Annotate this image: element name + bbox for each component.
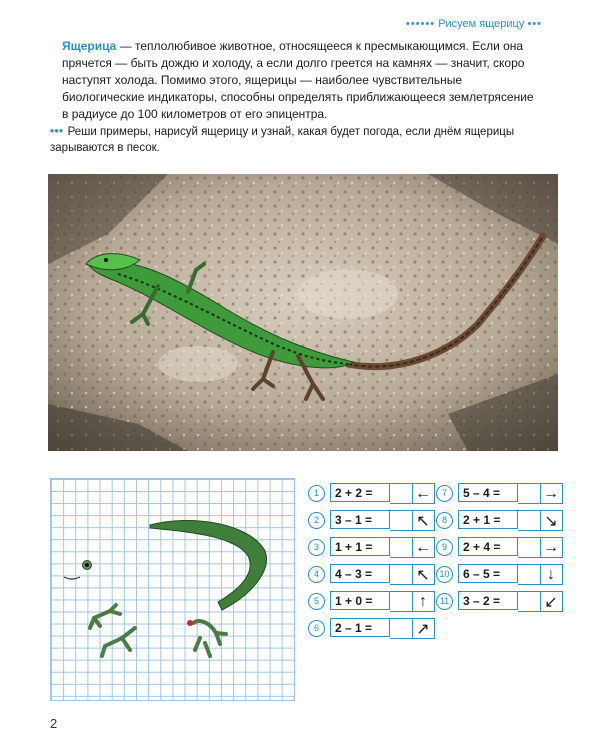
lizard-photo	[48, 174, 558, 451]
section-header	[406, 18, 542, 30]
answer-box[interactable]	[390, 537, 413, 558]
exercise-expression: 3 – 1 =	[330, 510, 390, 529]
direction-arrow-icon: →	[540, 483, 563, 504]
direction-arrow-icon: ↙	[540, 591, 563, 612]
answer-box[interactable]	[390, 483, 413, 504]
exercise-expression: 1 + 1 =	[330, 537, 390, 556]
answer-box[interactable]	[390, 618, 413, 639]
direction-arrow-icon: ↗	[412, 618, 435, 639]
exercise-number: 8	[436, 512, 453, 529]
answer-box[interactable]	[390, 564, 413, 585]
lizard-mouth-piece	[64, 577, 80, 579]
answer-box[interactable]	[518, 510, 541, 531]
header-title: Рисуем ящерицу	[438, 18, 525, 30]
direction-arrow-icon: ←	[412, 483, 435, 504]
header-dots-left: ••••••	[406, 18, 436, 30]
task-instruction	[50, 124, 542, 156]
task-text: Реши примеры, нарисуй ящерицу и узнай, какая будет погода, если днём ящерицы зарываются в песок.	[50, 126, 515, 154]
exercise-number: 7	[436, 485, 453, 502]
exercise-expression: 2 + 2 =	[330, 483, 390, 502]
answer-box[interactable]	[518, 564, 541, 585]
exercise-expression: 5 – 4 =	[458, 483, 518, 502]
direction-arrow-icon: ↘	[540, 510, 563, 531]
exercise-number: 11	[436, 593, 453, 610]
exercise-number: 10	[436, 566, 453, 583]
exercise-number: 3	[308, 539, 325, 556]
answer-box[interactable]	[390, 510, 413, 531]
answer-box[interactable]	[518, 591, 541, 612]
direction-arrow-icon: ↓	[540, 564, 563, 585]
exercise-expression: 2 – 1 =	[330, 618, 390, 637]
header-dots-right: •••	[527, 18, 542, 30]
direction-arrow-icon: ←	[412, 537, 435, 558]
lizard-pieces	[50, 478, 293, 699]
lizard-paw-piece-3	[193, 621, 226, 656]
exercise-number: 5	[308, 593, 325, 610]
exercise-expression: 1 + 0 =	[330, 591, 390, 610]
answer-box[interactable]	[518, 483, 541, 504]
lizard-pieces-svg	[50, 478, 293, 699]
page-number: 2	[50, 716, 58, 731]
intro-text: — теплолюбивое животное, относящееся к пресмыкающимся. Если она прячется — быть дождю и холоду, а если долго греется на камнях — значит, скоро наступят холода. Помимо этого, ящерицы — наиболее чувствительные биологические индикаторы, способны определять приближающееся землетрясение в радиусе до 100 километров от его эпицентра.	[62, 39, 534, 121]
intro-paragraph	[62, 38, 542, 123]
exercise-expression: 4 – 3 =	[330, 564, 390, 583]
task-bullets: •••	[50, 126, 64, 138]
exercise-expression: 3 – 2 =	[458, 591, 518, 610]
answer-box[interactable]	[390, 591, 413, 612]
answer-box[interactable]	[518, 537, 541, 558]
exercise-number: 6	[308, 620, 325, 637]
direction-arrow-icon: ↑	[412, 591, 435, 612]
lizard-paw-piece-2	[102, 628, 135, 656]
exercise-number: 2	[308, 512, 325, 529]
exercise-number: 4	[308, 566, 325, 583]
start-point-dot	[187, 620, 193, 626]
direction-arrow-icon: →	[540, 537, 563, 558]
direction-arrow-icon: ↖	[412, 564, 435, 585]
exercise-expression: 2 + 4 =	[458, 537, 518, 556]
lizard-photo-svg	[48, 174, 558, 451]
exercise-number: 9	[436, 539, 453, 556]
exercise-number: 1	[308, 485, 325, 502]
lizard-tail-piece	[150, 520, 267, 610]
lizard-eye-piece	[83, 561, 92, 570]
exercise-expression: 2 + 1 =	[458, 510, 518, 529]
lizard-paw-piece-1	[90, 605, 120, 628]
intro-term: Ящерица	[62, 39, 117, 53]
exercise-expression: 6 – 5 =	[458, 564, 518, 583]
direction-arrow-icon: ↖	[412, 510, 435, 531]
